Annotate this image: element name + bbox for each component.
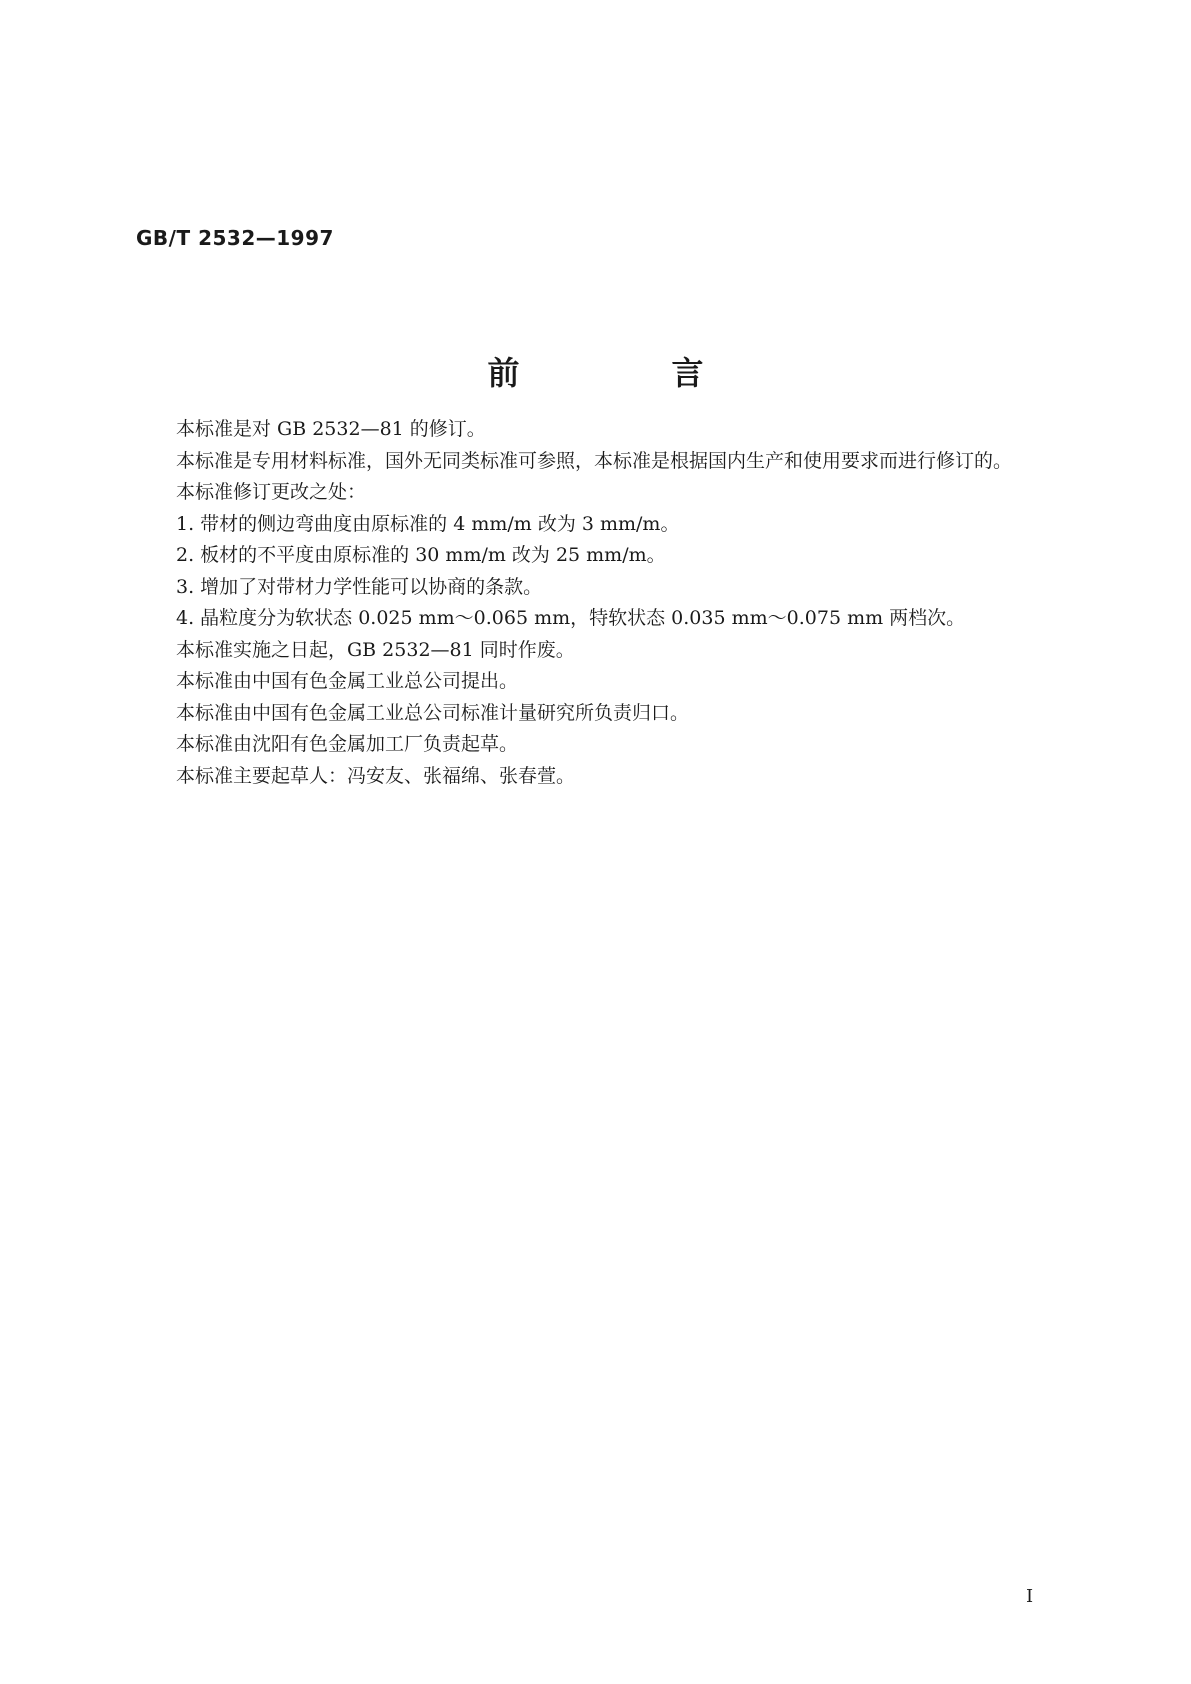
paragraph: 本标准主要起草人：冯安友、张福绵、张春萱。: [176, 764, 576, 787]
paragraph: 本标准实施之日起，GB 2532—81 同时作废。: [176, 638, 575, 661]
list-item: 3. 增加了对带材力学性能可以协商的条款。: [176, 575, 543, 598]
paragraph: 本标准由中国有色金属工业总公司提出。: [176, 670, 519, 692]
page-title: 前 言: [487, 354, 764, 392]
page-number: I: [1026, 1586, 1034, 1607]
list-item: 1. 带材的侧边弯曲度由原标准的 4 mm/m 改为 3 mm/m。: [176, 512, 680, 535]
paragraph: 本标准修订更改之处：: [176, 481, 367, 503]
paragraph: 本标准由中国有色金属工业总公司标准计量研究所负责归口。: [176, 701, 690, 724]
standard-code: GB/T 2532—1997: [136, 226, 334, 250]
paragraph: 本标准是对 GB 2532—81 的修订。: [176, 418, 486, 440]
foreword-body: [136, 414, 1071, 792]
paragraph: 本标准是专用材料标准，国外无同类标准可参照，本标准是根据国内生产和使用要求而进行修订的。: [176, 449, 1013, 472]
list-item: 2. 板材的不平度由原标准的 30 mm/m 改为 25 mm/m。: [176, 544, 666, 566]
list-item: 4. 晶粒度分为软状态 0.025 mm～0.065 mm，特软状态 0.035 mm～0.075 mm 两档次。: [176, 607, 966, 629]
paragraph: 本标准由沈阳有色金属加工厂负责起草。: [176, 733, 519, 755]
